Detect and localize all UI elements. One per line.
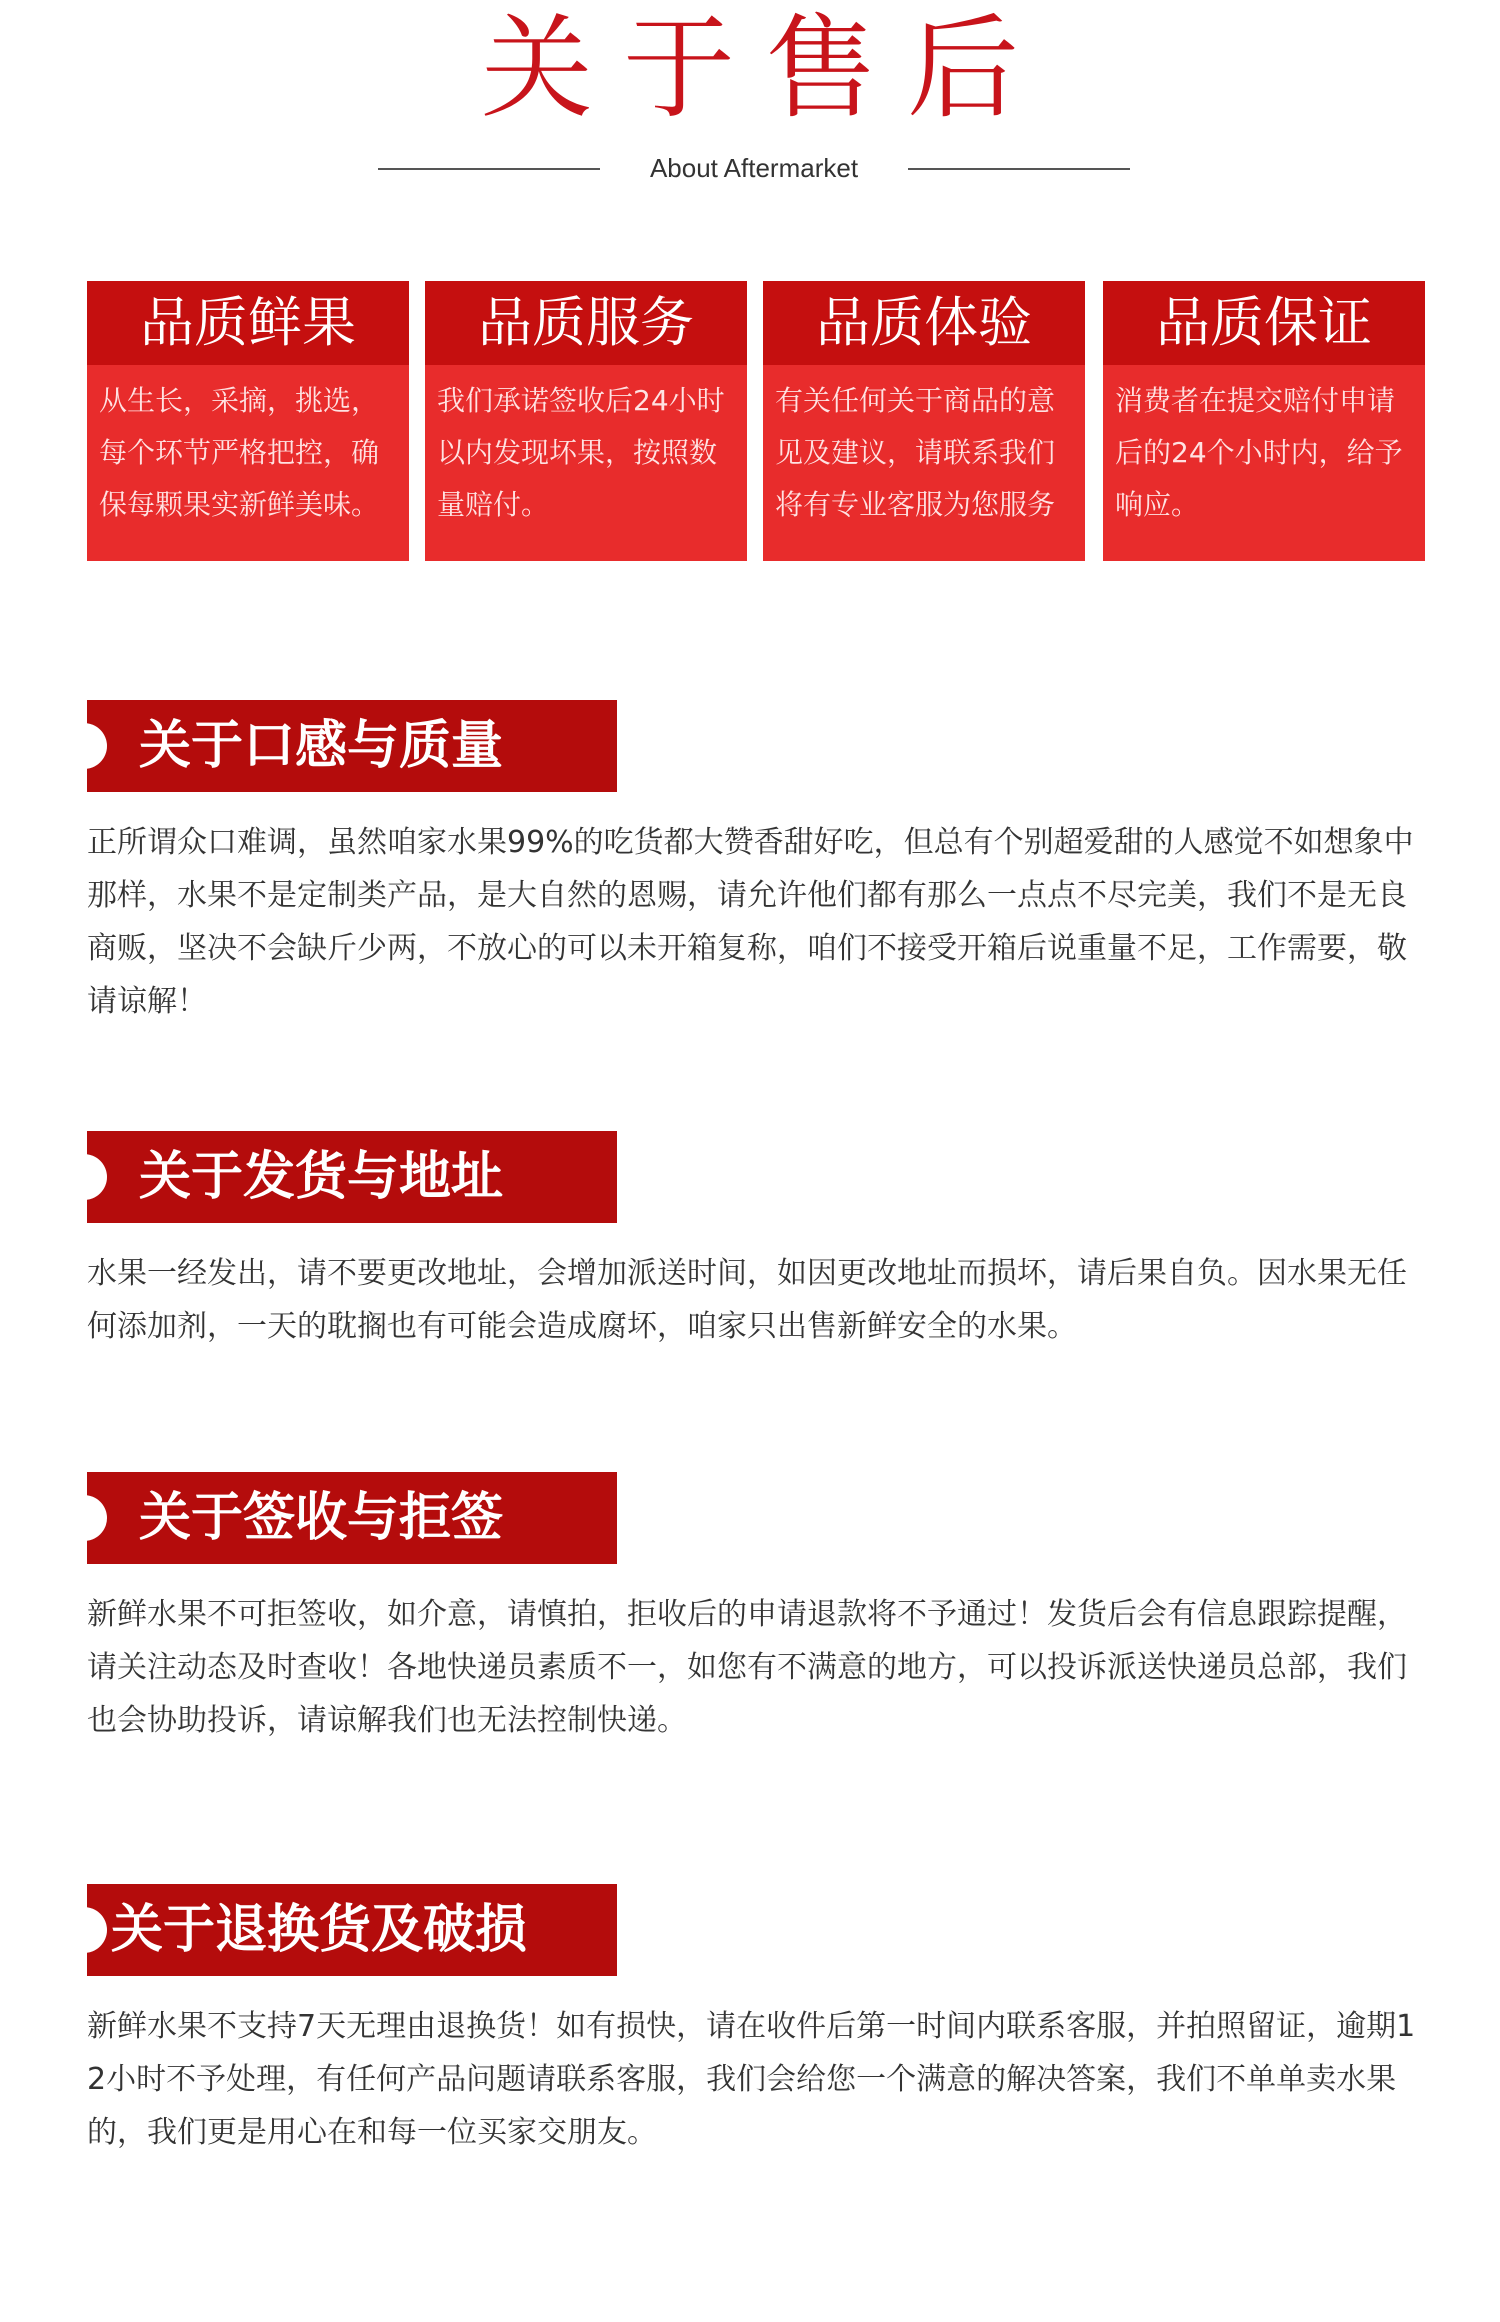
page-title: 关于售后 — [481, 4, 1049, 134]
card-quality-fruit — [87, 281, 409, 561]
section-text: 新鲜水果不可拒签收，如介意，请慎拍，拒收后的申请退款将不予通过！发货后会有信息跟踪提醒，请关注动态及时查收！各地快递员素质不一，如您有不满意的地方，可以投诉派送快递员总部，我们也会协助投诉，请谅解我们也无法控制快递。 — [87, 1597, 1407, 1738]
card-description: 从生长，采摘，挑选，每个环节严格把控，确保每颗果实新鲜美味。 — [99, 384, 380, 521]
banner-notch — [87, 1154, 107, 1200]
section-shipping-address — [87, 1131, 1417, 1353]
section-banner — [87, 700, 617, 792]
section-heading: 关于发货与地址 — [139, 1147, 504, 1207]
section-heading: 关于退换货及破损 — [111, 1900, 528, 1960]
divider-line-left — [378, 168, 600, 170]
card-title: 品质服务 — [425, 281, 747, 365]
card-description: 有关任何关于商品的意见及建议，请联系我们将有专业客服为您服务 — [775, 384, 1056, 521]
section-taste-quality — [87, 700, 1417, 1028]
card-description: 我们承诺签收后24小时以内发现坏果，按照数量赔付。 — [437, 384, 725, 521]
section-banner — [87, 1131, 617, 1223]
section-text: 水果一经发出，请不要更改地址，会增加派送时间，如因更改地址而损坏，请后果自负。因水果无任何添加剂，一天的耽搁也有可能会造成腐坏，咱家只出售新鲜安全的水果。 — [87, 1256, 1407, 1344]
section-returns-damage — [87, 1884, 1417, 2159]
section-banner — [87, 1884, 617, 1976]
section-receipt-rejection — [87, 1472, 1417, 1747]
page-header — [0, 0, 1500, 200]
section-banner — [87, 1472, 617, 1564]
feature-cards — [87, 281, 1425, 561]
banner-notch — [87, 1495, 107, 1541]
card-quality-guarantee — [1103, 281, 1425, 561]
card-description: 消费者在提交赔付申请后的24个小时内，给予响应。 — [1115, 384, 1403, 521]
divider-line-right — [908, 168, 1130, 170]
card-title: 品质体验 — [763, 281, 1085, 365]
section-heading: 关于签收与拒签 — [139, 1488, 504, 1548]
section-text: 正所谓众口难调，虽然咱家水果99%的吃货都大赞香甜好吃，但总有个别超爱甜的人感觉不如想象中那样，水果不是定制类产品，是大自然的恩赐，请允许他们都有那么一点点不尽完美，我们不是无良商贩，坚决不会缺斤少两，不放心的可以未开箱复称，咱们不接受开箱后说重量不足，工作需要，敬请谅解！ — [87, 825, 1414, 1019]
card-title: 品质鲜果 — [87, 281, 409, 365]
subtitle-row — [378, 148, 1130, 188]
section-heading: 关于口感与质量 — [139, 716, 504, 776]
card-quality-service — [425, 281, 747, 561]
section-text: 新鲜水果不支持7天无理由退换货！如有损快，请在收件后第一时间内联系客服，并拍照留证，逾期12小时不予处理，有任何产品问题请联系客服，我们会给您一个满意的解决答案，我们不单单卖水果的，我们更是用心在和每一位买家交朋友。 — [87, 2009, 1416, 2150]
card-quality-experience — [763, 281, 1085, 561]
page-subtitle: About Aftermarket — [649, 153, 859, 183]
card-title: 品质保证 — [1103, 281, 1425, 365]
banner-notch — [87, 1907, 107, 1953]
banner-notch — [87, 723, 107, 769]
